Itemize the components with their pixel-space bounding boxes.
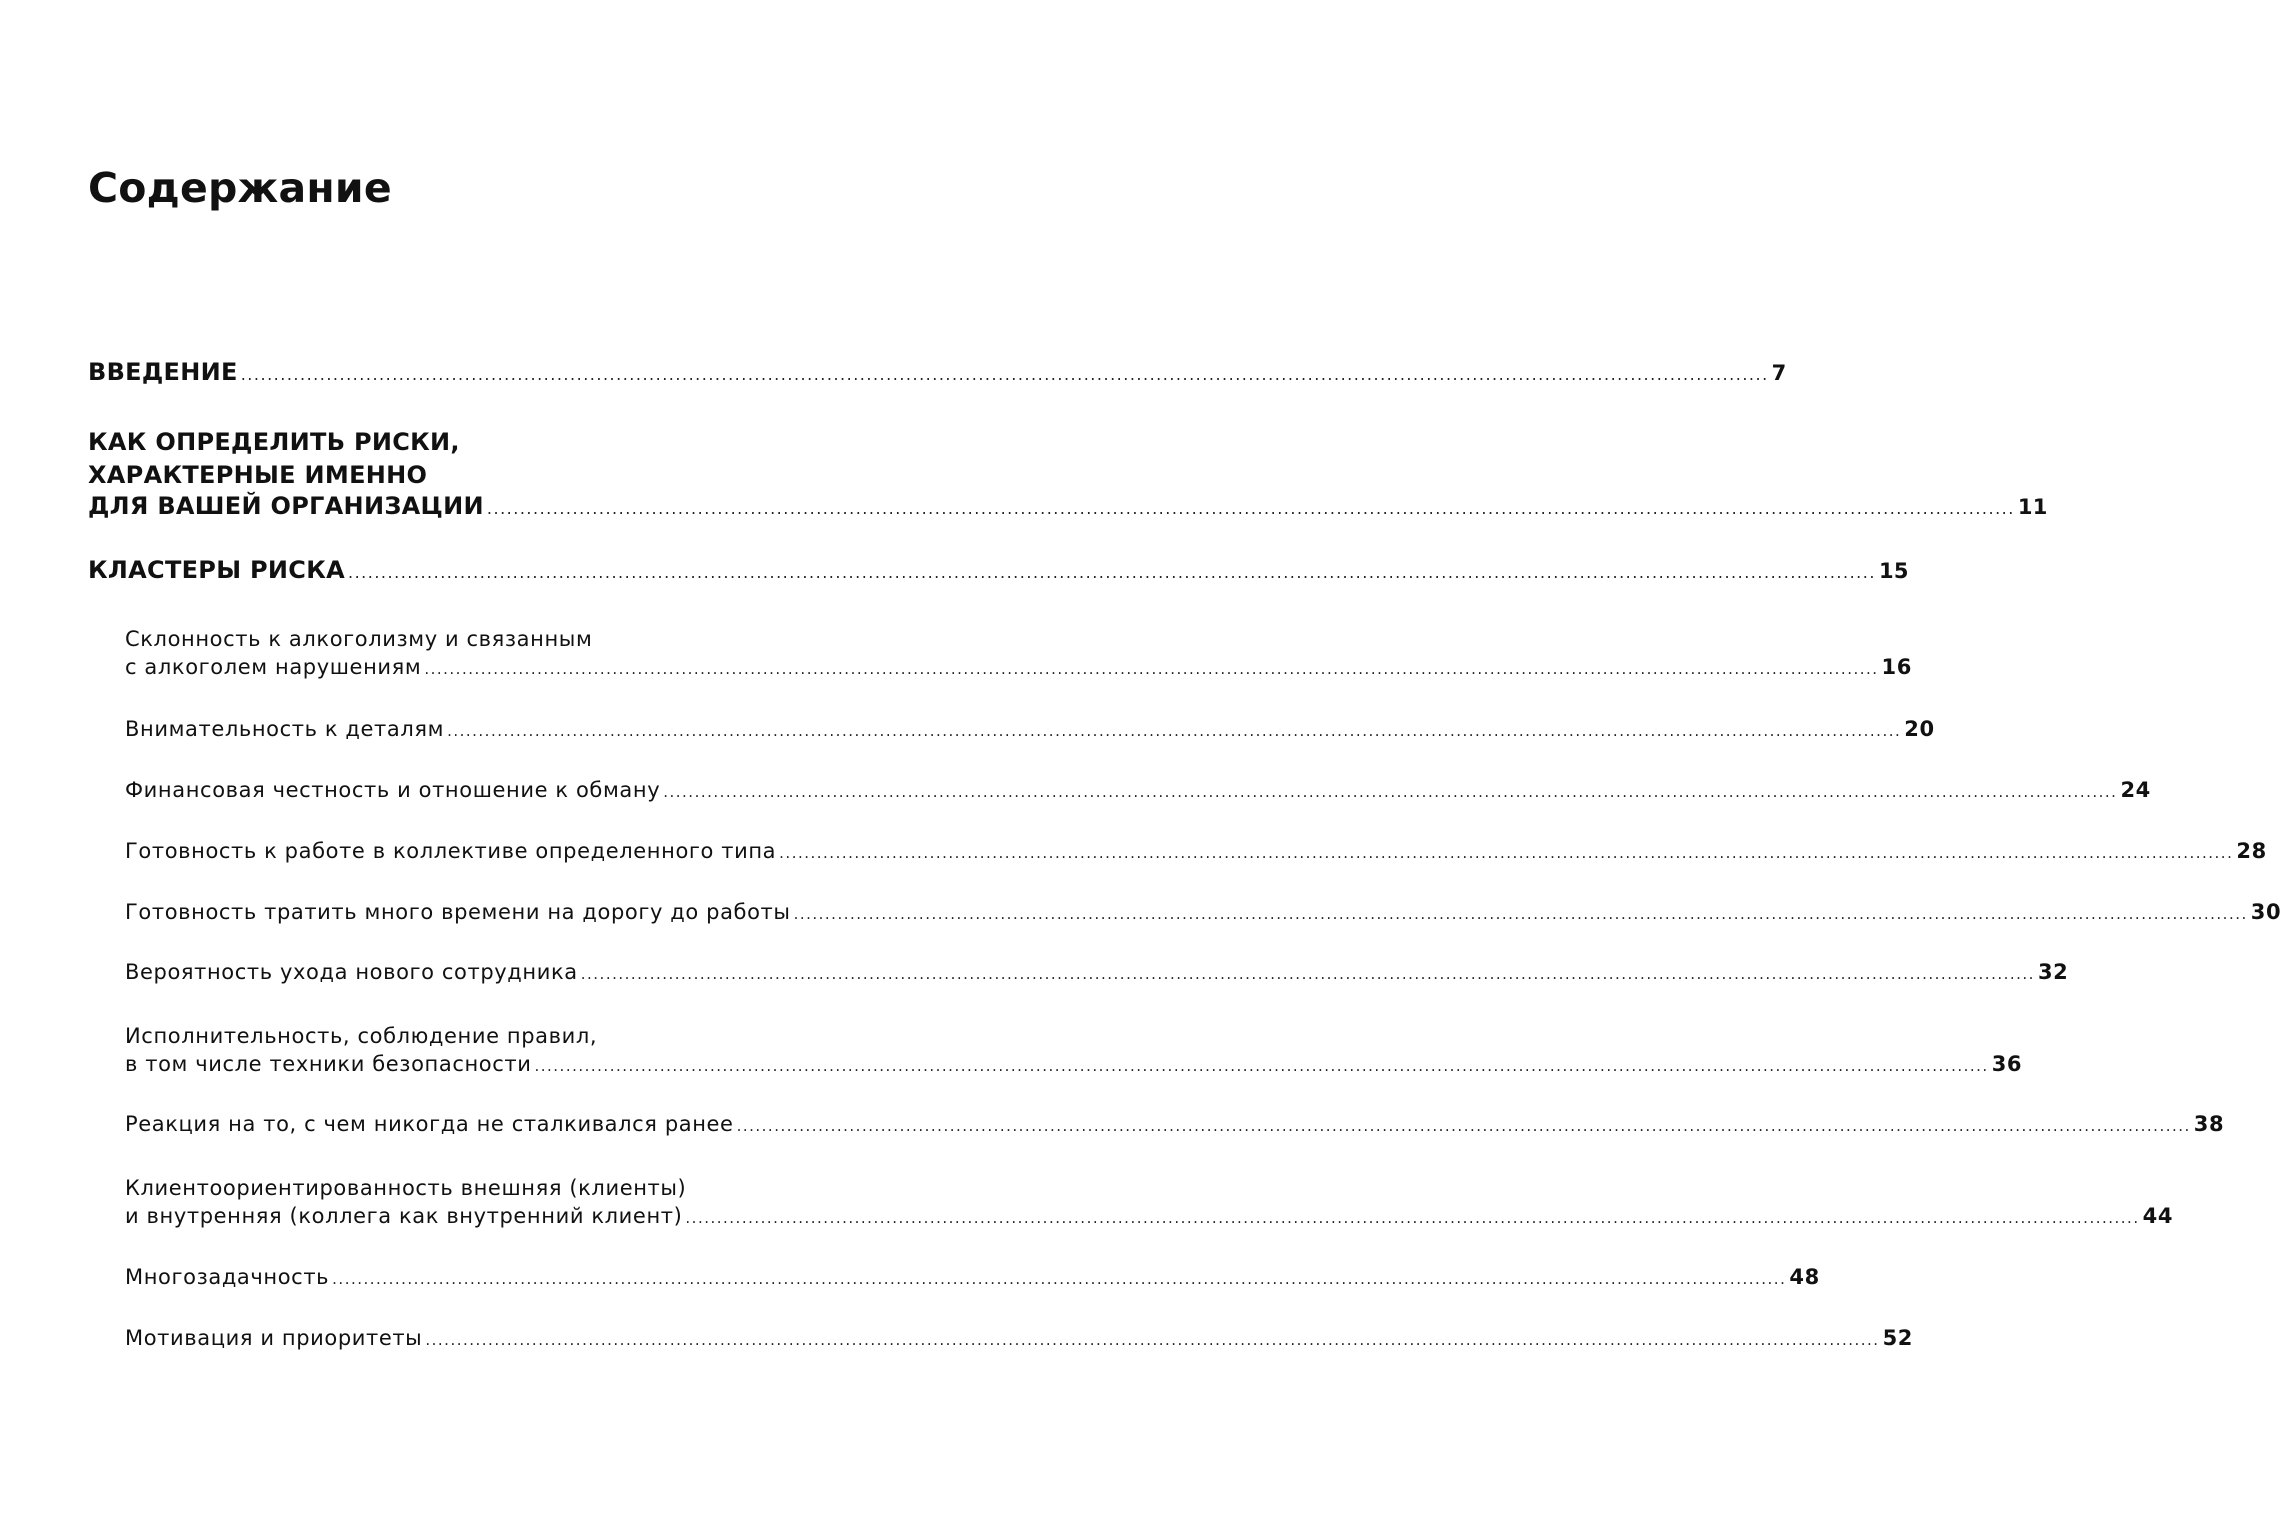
toc-page-number: 44 [2142, 1204, 2174, 1228]
toc-entry-line [88, 358, 1787, 386]
toc-page-number: 48 [1789, 1265, 1820, 1289]
toc-page-number: 20 [1904, 717, 1935, 741]
toc-entry-line [88, 556, 1909, 584]
toc-entry-label-line: Склонность к алкоголизму и связанным [125, 627, 593, 651]
toc-entry-label: КЛАСТЕРЫ РИСКА [88, 556, 345, 584]
dot-leader: ........................................................................................................................................................................................................................................ [447, 722, 1902, 740]
toc-page-number: 15 [1878, 559, 1909, 583]
toc-entry-label: Реакция на то, с чем никогда не сталкивался ранее [125, 1112, 734, 1136]
toc-entry-how-to-define-risks[interactable] [88, 426, 2048, 520]
toc-entry-alcoholism[interactable] [125, 624, 1912, 679]
toc-page-number: 11 [2017, 495, 2048, 519]
dot-leader: ........................................................................................................................................................................................................................................ [486, 499, 2015, 518]
dot-leader: ........................................................................................................................................................................................................................................ [240, 365, 1769, 384]
toc-entry-label: Внимательность к деталям [125, 717, 445, 741]
toc-entry-label: с алкоголем нарушениям [125, 655, 422, 679]
toc-entry-multitasking[interactable] [125, 1265, 1820, 1289]
toc-entry-label: Финансовая честность и отношение к обману [125, 778, 661, 802]
toc-page-number: 38 [2193, 1112, 2225, 1136]
toc-page-number: 30 [2250, 900, 2281, 924]
dot-leader: ........................................................................................................................................................................................................................................ [332, 1270, 1787, 1288]
toc-page-number: 16 [1881, 655, 1912, 679]
toc-entry-label-line: Клиентоориентированность внешняя (клиенты) [125, 1176, 687, 1200]
toc-entry-label: Многозадачность [125, 1265, 330, 1289]
dot-leader: ........................................................................................................................................................................................................................................ [663, 783, 2118, 801]
toc-entry-label: Готовность тратить много времени на дорогу до работы [125, 900, 791, 924]
toc-entry-risk-clusters[interactable] [88, 556, 1909, 584]
toc-entry-reaction-to-new[interactable] [125, 1112, 2225, 1136]
toc-page-number: 36 [1991, 1052, 2023, 1076]
toc-entry-line [125, 655, 1912, 679]
toc-page-number: 32 [2037, 960, 2069, 984]
dot-leader: ........................................................................................................................................................................................................................................ [580, 965, 2035, 983]
toc-entry-line [125, 1052, 2023, 1076]
toc-entry-label-line: Исполнительность, соблюдение правил, [125, 1024, 598, 1048]
toc-entry-turnover-probability[interactable] [125, 960, 2069, 984]
toc-entry-line [125, 778, 2151, 802]
toc-entry-line [125, 900, 2281, 924]
dot-leader: ........................................................................................................................................................................................................................................ [685, 1209, 2140, 1227]
dot-leader: ........................................................................................................................................................................................................................................ [424, 660, 1879, 678]
toc-entry-label: Готовность к работе в коллективе определенного типа [125, 839, 777, 863]
toc-entry-team-readiness[interactable] [125, 839, 2267, 863]
toc-entry-label: и внутренняя (коллега как внутренний клиент) [125, 1204, 683, 1228]
toc-entry-commute-readiness[interactable] [125, 900, 2281, 924]
toc-entry-diligence[interactable] [125, 1021, 2023, 1076]
dot-leader: ........................................................................................................................................................................................................................................ [793, 905, 2248, 923]
toc-entry-label-line: ХАРАКТЕРНЫЕ ИМЕННО [88, 461, 428, 489]
toc-entry-client-orientation[interactable] [125, 1173, 2174, 1228]
dot-leader: ........................................................................................................................................................................................................................................ [779, 844, 2234, 862]
toc-entry-label: Мотивация и приоритеты [125, 1326, 423, 1350]
toc-entry-label-line: КАК ОПРЕДЕЛИТЬ РИСКИ, [88, 428, 460, 456]
toc-entry-label: Вероятность ухода нового сотрудника [125, 960, 578, 984]
toc-entry-line [125, 1112, 2225, 1136]
dot-leader: ........................................................................................................................................................................................................................................ [425, 1331, 1880, 1349]
toc-page-number: 7 [1771, 361, 1787, 385]
toc-entry-line [125, 1326, 1914, 1350]
toc-page-number: 52 [1882, 1326, 1914, 1350]
toc-entry-label: ВВЕДЕНИЕ [88, 358, 238, 386]
toc-entry-motivation[interactable] [125, 1326, 1914, 1350]
toc-page-number: 28 [2236, 839, 2267, 863]
toc-entry-introduction[interactable] [88, 358, 1787, 386]
page-title: Содержание [88, 164, 392, 212]
toc-entry-line [125, 1204, 2174, 1228]
dot-leader: ........................................................................................................................................................................................................................................ [736, 1117, 2191, 1135]
dot-leader: ........................................................................................................................................................................................................................................ [534, 1057, 1989, 1075]
toc-entry-line [125, 1265, 1820, 1289]
toc-page-number: 24 [2120, 778, 2151, 802]
toc-entry-line [88, 492, 2048, 520]
toc-entry-label: ДЛЯ ВАШЕЙ ОРГАНИЗАЦИИ [88, 492, 484, 520]
toc-entry-attention-to-detail[interactable] [125, 717, 1935, 741]
toc-entry-label: в том числе техники безопасности [125, 1052, 532, 1076]
toc-entry-line [125, 960, 2069, 984]
toc-entry-financial-honesty[interactable] [125, 778, 2151, 802]
dot-leader: ........................................................................................................................................................................................................................................ [348, 563, 1876, 582]
toc-entry-line [125, 717, 1935, 741]
toc-entry-line [125, 839, 2267, 863]
